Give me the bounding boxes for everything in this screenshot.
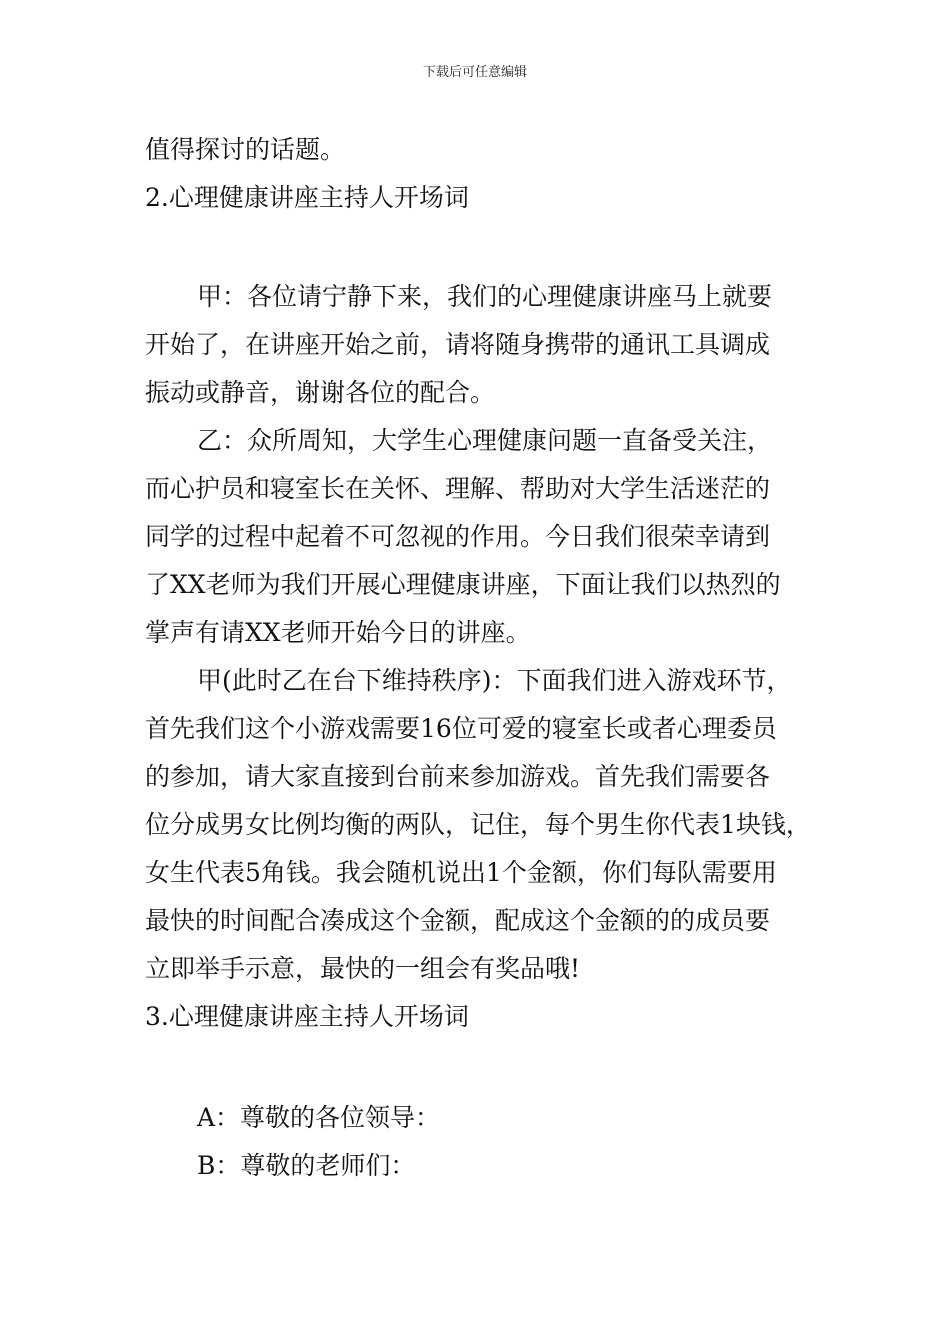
paragraph-line: B：尊敬的老师们： xyxy=(197,1151,416,1180)
paragraph-line: 而心护员和寝室长在关怀、理解、帮助对大学生活迷茫的 xyxy=(145,474,771,503)
paragraph-line: A：尊敬的各位领导： xyxy=(197,1103,441,1132)
paragraph-line: 甲(此时乙在台下维持秩序)：下面我们进入游戏环节， xyxy=(197,666,792,695)
paragraph-line: 乙：众所周知，大学生心理健康问题一直备受关注， xyxy=(197,426,773,455)
section-heading: 2.心理健康讲座主持人开场词 xyxy=(145,183,469,212)
page-header-note: 下载后可任意编辑 xyxy=(422,65,527,80)
paragraph-line: 甲：各位请宁静下来，我们的心理健康讲座马上就要 xyxy=(197,282,773,311)
paragraph-line: 女生代表5角钱。我会随机说出1个金额，你们每队需要用 xyxy=(145,858,777,887)
paragraph-line: 了XX老师为我们开展心理健康讲座，下面让我们以热烈的 xyxy=(145,570,781,599)
paragraph-line: 首先我们这个小游戏需要16位可爱的寝室长或者心理委员 xyxy=(145,714,777,743)
document-body xyxy=(145,126,815,1190)
paragraph-line: 掌声有请XX老师开始今日的讲座。 xyxy=(145,618,531,647)
paragraph-line: 最快的时间配合凑成这个金额，配成这个金额的的成员要 xyxy=(145,906,771,935)
paragraph-line: 立即举手示意，最快的一组会有奖品哦! xyxy=(145,954,581,983)
blank-line xyxy=(145,1041,815,1094)
text-line: 值得探讨的话题。 xyxy=(145,135,346,164)
paragraph-line: 同学的过程中起着不可忽视的作用。今日我们很荣幸请到 xyxy=(145,522,771,551)
blank-line xyxy=(145,222,815,273)
paragraph-line: 开始了，在讲座开始之前，请将随身携带的通讯工具调成 xyxy=(145,330,771,359)
paragraph-line: 的参加，请大家直接到台前来参加游戏。首先我们需要各 xyxy=(145,762,771,791)
section-heading: 3.心理健康讲座主持人开场词 xyxy=(145,1002,469,1031)
paragraph-line: 振动或静音，谢谢各位的配合。 xyxy=(145,378,496,407)
paragraph-line: 位分成男女比例均衡的两队，记住，每个男生你代表1块钱， xyxy=(145,810,811,839)
